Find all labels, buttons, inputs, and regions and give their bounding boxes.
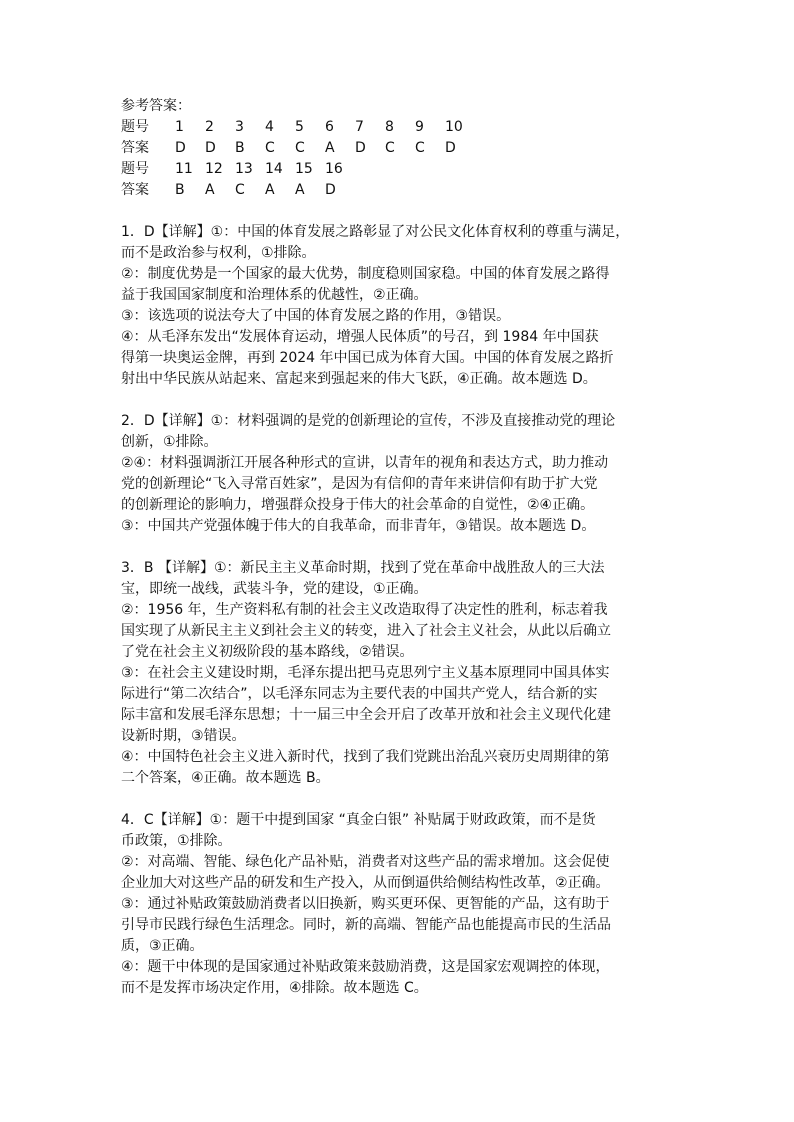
table-cell: 10 [445, 119, 463, 135]
explanation-2 [121, 411, 681, 537]
answer-table-row [121, 138, 681, 159]
explanation-line: 了党在社会主义初级阶段的基本路线，②错误。 [121, 644, 414, 660]
table-cell: A [325, 140, 335, 156]
explanation-line: 二个答案，④正确。故本题选 B。 [121, 770, 330, 786]
table-cell: 5 [295, 119, 304, 135]
explanation-line: ③：通过补贴政策鼓励消费者以旧换新，购买更环保、更智能的产品，这有助于 [121, 896, 610, 912]
explanation-line: ④：从毛泽东发出“发展体育运动，增强人民体质”的号召，到 1984 年中国获 [121, 329, 599, 345]
table-cell [385, 159, 415, 180]
explanation-3 [121, 558, 681, 789]
table-cell: 12 [205, 161, 223, 177]
table-cell [355, 180, 385, 201]
explanation-line: 3．B 【详解】①：新民主主义革命时期，找到了党在革命中战胜敌人的三大法 [121, 560, 605, 576]
explanation-line: 币政策，①排除。 [121, 833, 232, 849]
table-cell [355, 159, 385, 180]
table-cell [385, 180, 415, 201]
table-cell: D [445, 140, 456, 156]
row-label: 题号 [121, 161, 149, 177]
explanation-line: 而不是政治参与权利，①排除。 [121, 245, 316, 261]
explanation-line: 宝，即统一战线，武装斗争，党的建设，①正确。 [121, 581, 428, 597]
table-cell: 14 [265, 161, 283, 177]
answer-table-row [121, 180, 681, 201]
explanation-line: 国实现了从新民主主义到社会主义的转变，进入了社会主义社会，从此以后确立 [121, 623, 611, 639]
table-cell: D [355, 140, 366, 156]
explanation-line: 引导市民践行绿色生活理念。同时，新的高端、智能产品也能提高市民的生活品 [121, 917, 611, 933]
table-cell [445, 159, 475, 180]
table-cell: 16 [325, 161, 343, 177]
table-cell: A [295, 182, 305, 198]
explanation-line: 际丰富和发展毛泽东思想；十一届三中全会开启了改革开放和社会主义现代化建 [121, 707, 611, 723]
table-cell: 3 [235, 119, 244, 135]
explanation-line: 创新，①排除。 [121, 434, 218, 450]
explanation-line: ②④：材料强调浙江开展各种形式的宣讲，以青年的视角和表达方式，助力推动 [121, 455, 609, 471]
table-cell: D [205, 140, 216, 156]
table-cell: A [265, 182, 275, 198]
answer-table [121, 117, 681, 201]
explanation-line: 企业加大对这些产品的研发和生产投入，从而倒逼供给侧结构性改革，②正确。 [121, 875, 610, 891]
answer-heading: 参考答案： [121, 98, 191, 114]
explanation-4 [121, 810, 681, 999]
explanation-line: 设新时期，③错误。 [121, 728, 246, 744]
table-cell: 9 [415, 119, 424, 135]
table-cell [445, 180, 475, 201]
table-cell: 13 [235, 161, 253, 177]
explanation-line: 4．C【详解】①：题干中提到国家 “真金白银” 补贴属于财政政策，而不是货 [121, 812, 596, 828]
row-label: 题号 [121, 119, 149, 135]
table-cell: 8 [385, 119, 394, 135]
table-cell: A [205, 182, 215, 198]
answer-table-row [121, 117, 681, 138]
table-cell: C [265, 140, 275, 156]
explanation-line: ④：题干中体现的是国家通过补贴政策来鼓励消费，这是国家宏观调控的体现， [121, 959, 610, 975]
table-cell: C [235, 182, 245, 198]
explanation-line: 而不是发挥市场决定作用，④排除。故本题选 C。 [121, 980, 428, 996]
explanation-1 [121, 222, 681, 390]
section-spacer [121, 201, 681, 222]
explanation-line: 的创新理论的影响力，增强群众投身于伟大的社会革命的自觉性，②④正确。 [121, 497, 595, 513]
explanation-line: 1．D【详解】①：中国的体育发展之路彰显了对公民文化体育权利的尊重与满足， [121, 224, 630, 240]
table-cell: B [235, 140, 245, 156]
table-cell: 4 [265, 119, 274, 135]
explanation-line: 得第一块奥运金牌，再到 2024 年中国已成为体育大国。中国的体育发展之路折 [121, 350, 614, 366]
answer-table-row [121, 159, 681, 180]
table-cell: 2 [205, 119, 214, 135]
explanation-line: 射出中华民族从站起来、富起来到强起来的伟大飞跃，④正确。故本题选 D。 [121, 371, 597, 387]
table-cell [415, 159, 445, 180]
table-cell [415, 180, 445, 201]
explanation-line: ③：中国共产党强体魄于伟大的自我革命，而非青年，③错误。故本题选 D。 [121, 518, 596, 534]
explanation-line: 质，③正确。 [121, 938, 204, 954]
explanation-line: ③：该选项的说法夸大了中国的体育发展之路的作用，③错误。 [121, 308, 511, 324]
table-cell: C [385, 140, 395, 156]
table-cell: C [415, 140, 425, 156]
table-cell: 11 [175, 161, 193, 177]
table-cell: D [325, 182, 336, 198]
table-cell: C [295, 140, 305, 156]
table-cell: 7 [355, 119, 364, 135]
table-cell: 6 [325, 119, 334, 135]
row-label: 答案 [121, 182, 149, 198]
answer-document [121, 96, 681, 1020]
row-label: 答案 [121, 140, 149, 156]
table-cell: 15 [295, 161, 313, 177]
explanation-line: ②：制度优势是一个国家的最大优势，制度稳则国家稳。中国的体育发展之路得 [121, 266, 610, 282]
explanation-line: 2．D【详解】①：材料强调的是党的创新理论的宣传，不涉及直接推动党的理论 [121, 413, 616, 429]
explanation-line: ②：1956 年，生产资料私有制的社会主义改造取得了决定性的胜利，标志着我 [121, 602, 608, 618]
explanation-line: 际进行“第二次结合”，以毛泽东同志为主要代表的中国共产党人，结合新的实 [121, 686, 598, 702]
explanation-line: ④：中国特色社会主义进入新时代，找到了我们党跳出治乱兴衰历史周期律的第 [121, 749, 610, 765]
table-cell: D [175, 140, 186, 156]
explanation-line: 党的创新理论“飞入寻常百姓家”，是因为有信仰的青年来讲信仰有助于扩大党 [121, 476, 598, 492]
explanation-line: 益于我国国家制度和治理体系的优越性，②正确。 [121, 287, 428, 303]
table-cell: B [175, 182, 185, 198]
table-cell: 1 [175, 119, 184, 135]
explanation-line: ②：对高端、智能、绿色化产品补贴，消费者对这些产品的需求增加。这会促使 [121, 854, 610, 870]
explanation-line: ③：在社会主义建设时期，毛泽东提出把马克思列宁主义基本原理同中国具体实 [121, 665, 610, 681]
